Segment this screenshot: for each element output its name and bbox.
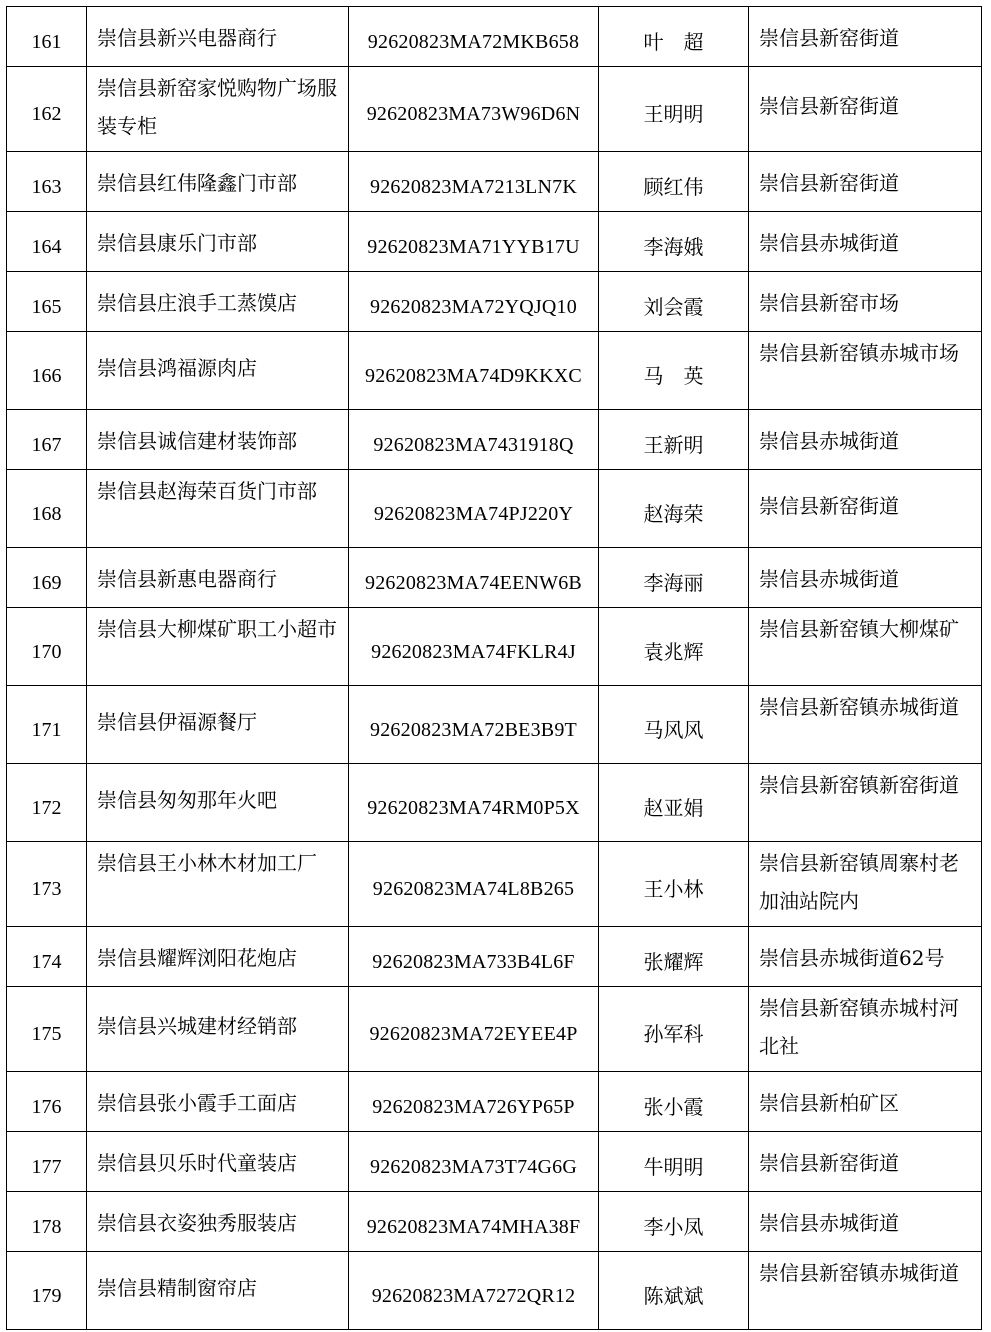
credit-code: 92620823MA73W96D6N xyxy=(349,67,599,152)
credit-code: 92620823MA7213LN7K xyxy=(349,152,599,212)
operator-name: 李海丽 xyxy=(599,548,749,608)
business-address: 崇信县新窑镇大柳煤矿 xyxy=(749,608,982,686)
operator-name: 刘会霞 xyxy=(599,272,749,332)
table-row xyxy=(7,1132,982,1192)
table-row xyxy=(7,470,982,548)
operator-name: 李海娥 xyxy=(599,212,749,272)
business-address: 崇信县新窑镇赤城街道 xyxy=(749,1252,982,1330)
row-number: 177 xyxy=(7,1132,87,1192)
table-row xyxy=(7,152,982,212)
business-name: 崇信县大柳煤矿职工小超市 xyxy=(87,608,349,686)
table-row xyxy=(7,1192,982,1252)
business-name: 崇信县新窑家悦购物广场服装专柜 xyxy=(87,67,349,152)
operator-name: 李小凤 xyxy=(599,1192,749,1252)
operator-name: 张耀辉 xyxy=(599,927,749,987)
business-address: 崇信县赤城街道 xyxy=(749,212,982,272)
business-address: 崇信县新窑街道 xyxy=(749,470,982,548)
row-number: 178 xyxy=(7,1192,87,1252)
row-number: 170 xyxy=(7,608,87,686)
business-name: 崇信县兴城建材经销部 xyxy=(87,987,349,1072)
row-number: 173 xyxy=(7,842,87,927)
business-registry-table xyxy=(6,6,982,1330)
business-name: 崇信县衣姿独秀服装店 xyxy=(87,1192,349,1252)
business-address: 崇信县新窑街道 xyxy=(749,7,982,67)
business-name: 崇信县伊福源餐厅 xyxy=(87,686,349,764)
table-row xyxy=(7,927,982,987)
business-address: 崇信县新窑街道 xyxy=(749,67,982,152)
credit-code: 92620823MA74MHA38F xyxy=(349,1192,599,1252)
business-name: 崇信县贝乐时代童装店 xyxy=(87,1132,349,1192)
credit-code: 92620823MA71YYB17U xyxy=(349,212,599,272)
operator-name: 马风风 xyxy=(599,686,749,764)
business-address: 崇信县新窑镇周寨村老加油站院内 xyxy=(749,842,982,927)
credit-code: 92620823MA7272QR12 xyxy=(349,1252,599,1330)
business-address: 崇信县新窑街道 xyxy=(749,152,982,212)
row-number: 163 xyxy=(7,152,87,212)
operator-name: 顾红伟 xyxy=(599,152,749,212)
row-number: 174 xyxy=(7,927,87,987)
credit-code: 92620823MA72BE3B9T xyxy=(349,686,599,764)
credit-code: 92620823MA72MKB658 xyxy=(349,7,599,67)
table-row xyxy=(7,7,982,67)
business-name: 崇信县精制窗帘店 xyxy=(87,1252,349,1330)
credit-code: 92620823MA726YP65P xyxy=(349,1072,599,1132)
table-row xyxy=(7,548,982,608)
business-name: 崇信县匆匆那年火吧 xyxy=(87,764,349,842)
business-address: 崇信县新窑街道 xyxy=(749,1132,982,1192)
table-row xyxy=(7,842,982,927)
business-address: 崇信县赤城街道 xyxy=(749,1192,982,1252)
operator-name: 孙军科 xyxy=(599,987,749,1072)
row-number: 171 xyxy=(7,686,87,764)
operator-name: 赵亚娟 xyxy=(599,764,749,842)
business-name: 崇信县庄浪手工蒸馍店 xyxy=(87,272,349,332)
operator-name: 牛明明 xyxy=(599,1132,749,1192)
table-row xyxy=(7,332,982,410)
credit-code: 92620823MA74FKLR4J xyxy=(349,608,599,686)
row-number: 176 xyxy=(7,1072,87,1132)
business-address: 崇信县新柏矿区 xyxy=(749,1072,982,1132)
table-row xyxy=(7,67,982,152)
table-row xyxy=(7,272,982,332)
operator-name: 叶 超 xyxy=(599,7,749,67)
table-row xyxy=(7,410,982,470)
credit-code: 92620823MA74L8B265 xyxy=(349,842,599,927)
table-row xyxy=(7,1072,982,1132)
table-row xyxy=(7,686,982,764)
business-name: 崇信县鸿福源肉店 xyxy=(87,332,349,410)
row-number: 167 xyxy=(7,410,87,470)
table-row xyxy=(7,987,982,1072)
business-name: 崇信县新兴电器商行 xyxy=(87,7,349,67)
operator-name: 马 英 xyxy=(599,332,749,410)
credit-code: 92620823MA74PJ220Y xyxy=(349,470,599,548)
business-name: 崇信县王小林木材加工厂 xyxy=(87,842,349,927)
table-row xyxy=(7,608,982,686)
table-row xyxy=(7,1252,982,1330)
operator-name: 袁兆辉 xyxy=(599,608,749,686)
business-name: 崇信县赵海荣百货门市部 xyxy=(87,470,349,548)
credit-code: 92620823MA72YQJQ10 xyxy=(349,272,599,332)
row-number: 164 xyxy=(7,212,87,272)
operator-name: 陈斌斌 xyxy=(599,1252,749,1330)
credit-code: 92620823MA74EENW6B xyxy=(349,548,599,608)
table-row xyxy=(7,764,982,842)
table-row xyxy=(7,212,982,272)
business-address: 崇信县赤城街道 xyxy=(749,548,982,608)
business-name: 崇信县诚信建材装饰部 xyxy=(87,410,349,470)
row-number: 161 xyxy=(7,7,87,67)
credit-code: 92620823MA733B4L6F xyxy=(349,927,599,987)
business-name: 崇信县耀辉浏阳花炮店 xyxy=(87,927,349,987)
credit-code: 92620823MA7431918Q xyxy=(349,410,599,470)
row-number: 165 xyxy=(7,272,87,332)
business-name: 崇信县红伟隆鑫门市部 xyxy=(87,152,349,212)
operator-name: 王小林 xyxy=(599,842,749,927)
business-address: 崇信县新窑市场 xyxy=(749,272,982,332)
business-address: 崇信县赤城街道62号 xyxy=(749,927,982,987)
row-number: 175 xyxy=(7,987,87,1072)
row-number: 172 xyxy=(7,764,87,842)
business-address: 崇信县新窑镇赤城市场 xyxy=(749,332,982,410)
business-address: 崇信县新窑镇赤城街道 xyxy=(749,686,982,764)
business-name: 崇信县张小霞手工面店 xyxy=(87,1072,349,1132)
row-number: 162 xyxy=(7,67,87,152)
credit-code: 92620823MA74D9KKXC xyxy=(349,332,599,410)
credit-code: 92620823MA72EYEE4P xyxy=(349,987,599,1072)
row-number: 168 xyxy=(7,470,87,548)
operator-name: 王新明 xyxy=(599,410,749,470)
business-name: 崇信县康乐门市部 xyxy=(87,212,349,272)
operator-name: 张小霞 xyxy=(599,1072,749,1132)
operator-name: 王明明 xyxy=(599,67,749,152)
row-number: 166 xyxy=(7,332,87,410)
business-address: 崇信县赤城街道 xyxy=(749,410,982,470)
business-address: 崇信县新窑镇赤城村河北社 xyxy=(749,987,982,1072)
business-address: 崇信县新窑镇新窑街道 xyxy=(749,764,982,842)
credit-code: 92620823MA74RM0P5X xyxy=(349,764,599,842)
table-body xyxy=(7,7,982,1330)
row-number: 179 xyxy=(7,1252,87,1330)
business-name: 崇信县新惠电器商行 xyxy=(87,548,349,608)
operator-name: 赵海荣 xyxy=(599,470,749,548)
credit-code: 92620823MA73T74G6G xyxy=(349,1132,599,1192)
row-number: 169 xyxy=(7,548,87,608)
